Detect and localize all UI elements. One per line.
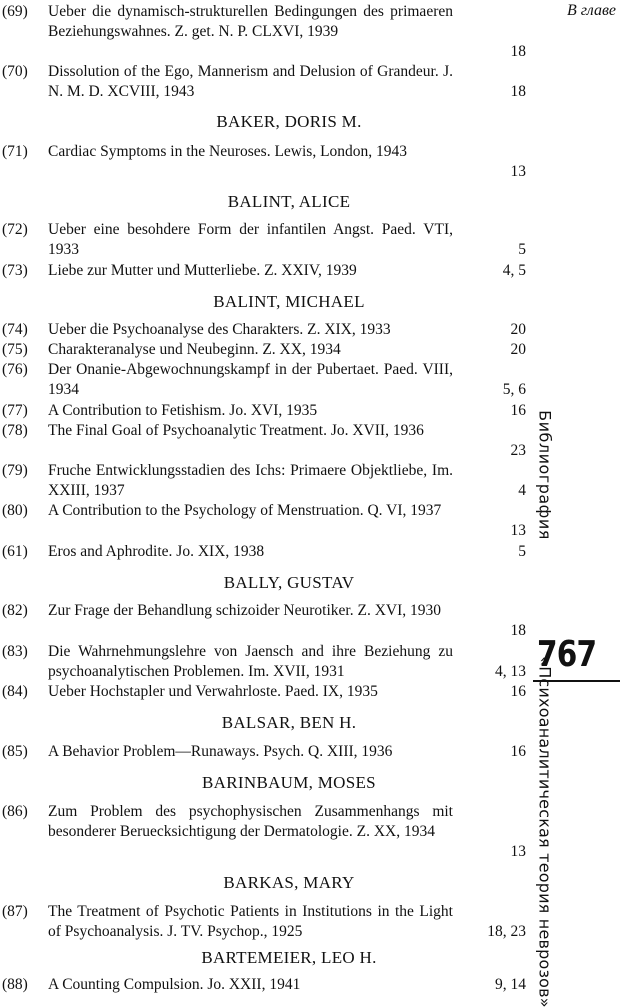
entry-chapter: 18 [510,43,526,60]
author-heading: BALINT, MICHAEL [213,292,365,311]
entry-text: Dissolution of the Ego, Mannerism and Delusion of Grandeur. J. N. M. D. XCVIII, 1943 [48,63,453,100]
author-heading: BARTEMEIER, LEO H. [201,948,377,967]
entry-number: (75) [2,341,28,358]
entry-chapter: 4 [518,482,526,499]
entry-chapter: 23 [510,442,526,459]
entry-chapter: 5 [518,543,526,560]
entry-text: A Contribution to the Psychology of Menstruation. Q. VI, 1937 [48,502,442,519]
entry-number: (76) [2,361,28,378]
author-heading: BARINBAUM, MOSES [202,773,376,792]
entry-chapter: 5 [518,241,526,258]
entry-chapter: 5, 6 [502,381,526,398]
entry-number: (71) [2,143,28,160]
entry-number: (83) [2,643,28,660]
entry-text: Ueber eine besohdere Form der infantilen Angst. Paed. VTI, 1933 [48,221,453,258]
entry-text: A Contribution to Fetishism. Jo. XVI, 1935 [48,402,318,419]
entry-chapter: 18 [510,622,526,639]
entry-text: Zur Frage der Behandlung schizoider Neurotiker. Z. XVI, 1930 [48,602,441,619]
entry-number: (86) [2,803,28,820]
book-title-vertical: «Психоаналитическая теория неврозов» [535,656,555,1008]
entry-number: (61) [2,543,28,560]
entry-number: (69) [2,3,28,20]
entry-number: (72) [2,221,28,238]
entry-text: Zum Problem des psychophysischen Zusammenhangs mit besonderer Beruecksichtigung der Dermatologie. Z. XX, 1934 [48,803,453,840]
author-heading: BARKAS, MARY [223,873,355,892]
entry-chapter: 13 [510,163,526,180]
entry-number: (80) [2,502,28,519]
entry-text: Fruche Entwicklungsstadien des Ichs: Primaere Objektliebe, Im. XXIII, 1937 [48,462,453,499]
entry-chapter: 18, 23 [487,923,526,940]
entry-text: Ueber Hochstapler und Verwahrloste. Paed. IX, 1935 [48,683,378,700]
entry-number: (84) [2,683,28,700]
entry-chapter: 9, 14 [495,976,526,993]
entry-number: (85) [2,743,28,760]
entry-text: The Final Goal of Psychoanalytic Treatment. Jo. XVII, 1936 [48,422,424,439]
entry-chapter: 20 [510,341,526,358]
entry-chapter: 16 [510,743,526,760]
entry-number: (88) [2,976,28,993]
entry-text: The Treatment of Psychotic Patients in Institutions in the Light of Psychoanalysis. J. TV. Psychop., 1925 [48,903,453,940]
entry-chapter: 18 [510,83,526,100]
author-heading: BALLY, GUSTAV [223,573,355,592]
chapter-column-header: В главе [566,2,616,19]
entry-number: (70) [2,63,28,80]
entry-chapter: 20 [510,321,526,338]
author-heading: BAKER, DORIS M. [216,112,362,131]
entry-number: (77) [2,402,28,419]
entry-text: Cardiac Symptoms in the Neuroses. Lewis, London, 1943 [48,143,408,160]
author-heading: BALINT, ALICE [227,192,351,211]
entry-chapter: 16 [510,683,526,700]
section-title-vertical: Библиография [535,410,555,540]
entry-text: Ueber die Psychoanalyse des Charakters. Z. XIX, 1933 [48,321,391,338]
entry-text: Eros and Aphrodite. Jo. XIX, 1938 [48,543,265,560]
entry-number: (87) [2,903,28,920]
author-heading: BALSAR, BEN H. [221,713,357,732]
entry-text: Liebe zur Mutter und Mutterliebe. Z. XXIV, 1939 [48,262,357,279]
entry-chapter: 13 [510,843,526,860]
entry-chapter: 4, 5 [502,262,526,279]
entry-chapter: 13 [510,522,526,539]
entry-chapter: 16 [510,402,526,419]
entry-text: Der Onanie-Abgewochnungskampf in der Pubertaet. Paed. VIII, 1934 [48,361,453,398]
entry-text: Charakteranalyse und Neubeginn. Z. XX, 1934 [48,341,341,358]
entry-number: (73) [2,262,28,279]
entry-text: Ueber die dynamisch-strukturellen Bedingungen des primaeren Beziehungswahnes. Z. get. N. P. CLXVI, 1939 [48,3,453,40]
entry-text: Die Wahrnehmungslehre von Jaensch and ihre Beziehung zu psychoanalytischen Problemen. Im. XVII, 1931 [48,643,453,680]
entry-number: (78) [2,422,28,439]
entry-number: (82) [2,602,28,619]
entry-number: (74) [2,321,28,338]
entry-number: (79) [2,462,28,479]
entry-text: A Behavior Problem—Runaways. Psych. Q. XIII, 1936 [48,743,393,760]
entry-text: A Counting Compulsion. Jo. XXII, 1941 [48,976,301,993]
page-number: 767 [537,634,597,675]
entry-chapter: 4, 13 [495,663,526,680]
